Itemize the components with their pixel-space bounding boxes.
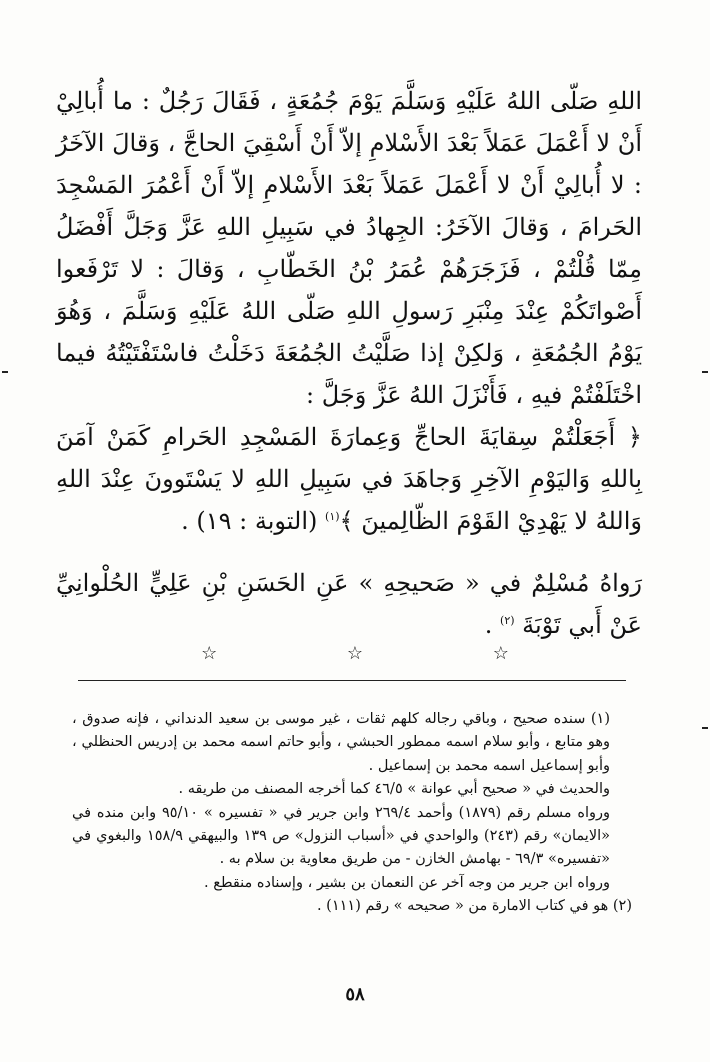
footnote-marker-1: (١): [325, 510, 340, 523]
page-number: ٥٨: [345, 984, 365, 1005]
margin-mark: [702, 371, 708, 373]
footnote-1-other-sources: ورواه مسلم رقم (١٨٧٩) وأحمد ٢٦٩/٤ وابن جرير في « تفسيره » ٩٥/١٠ وابن منده في «الايمان» رقم (٢٤٣) والواحدي في «أسباب النزول» ص ١٣٩ والبيهقي ١٥٨/٩ والبغوي في «تفسيره» ٦٩/٣ - بهامش الخازن - من طريق معاوية بن سلام به .: [72, 804, 610, 868]
footnote-2-text: (٢) هو في كتاب الامارة من « صحيحه » رقم (١١١) .: [316, 898, 632, 915]
hadith-paragraph: اللهِ صَلّى اللهُ عَلَيْهِ وَسَلَّمَ يَوْمَ جُمُعَةٍ ، فَقَالَ رَجُلٌ : ما أُبالِيْ أَنْ لا أَعْمَلَ عَمَلاً بَعْدَ الأَسْلامِ إلاّ أَنْ أَسْقِيَ الحاجَّ ، وَقالَ الآخَرُ : لا أُبالِيْ أَنْ لا أَعْمَلَ عَمَلاً بَعْدَ الأَسْلامِ إلاّ أَنْ أَعْمُرَ المَسْجِدَ الحَرامَ ، وَقالَ الآخَرُ: الجِهادُ في سَبِيلِ اللهِ عَزَّ وَجَلَّ أَفْضَلُ مِمّا قُلْتُمْ ، فَزَجَرَهُمْ عُمَرُ بْنُ الخَطّابِ ، وَقالَ : لا تَرْفَعوا أَصْواتَكُمْ عِنْدَ مِنْبَرِ رَسولِ اللهِ صَلّى اللهُ عَلَيْهِ وَسَلَّمَ ، وَهُوَ يَوْمُ الجُمُعَةِ ، وَلكِنْ إذا صَلَّيْتُ الجُمُعَةَ دَخَلْتُ فاسْتَفْتَيْتُهُ فيما اخْتَلَفْتُمْ فيهِ ، فَأَنْزَلَ اللهُ عَزَّ وَجَلَّ :: [56, 87, 642, 409]
margin-mark: [2, 371, 8, 373]
quran-verse: [56, 416, 642, 542]
margin-mark: [702, 727, 708, 729]
narration-text: رَواهُ مُسْلِمٌ في « صَحيحِهِ » عَنِ الحَسَنِ بْنِ عَلِيٍّ الحُلْوانِيِّ عَنْ أَبي تَوْبَةَ: [56, 569, 642, 639]
footnote-1-hadith-source: والحديث في « صحيح أبي عوانة » ٤٦/٥ كما أخرجه المصنف من طريقه .: [178, 781, 610, 798]
main-text: [56, 80, 642, 646]
verse-reference: (التوبة : ١٩) .: [181, 507, 318, 535]
footnote-marker-2: (٢): [500, 614, 515, 627]
section-separator-stars: ☆ ☆ ☆: [201, 643, 571, 664]
footnotes: [72, 708, 632, 919]
footnote-1-text: (١) سنده صحيح ، وباقي رجاله كلهم ثقات ، غير موسى بن سعيد الدنداني ، فإنه صدوق ، وهو متابع ، وأبو سلام اسمه ممطور الحبشي ، وأبو حاتم اسمه محمد بن إدريس الحنظلي ، وأبو إسماعيل اسمه محمد بن إسماعيل .: [72, 711, 610, 774]
narration-source: [56, 562, 642, 646]
narration-end: .: [484, 611, 493, 639]
footnote-1-other-chain: ورواه ابن جرير من وجه آخر عن النعمان بن بشير ، وإسناده منقطع .: [204, 874, 610, 891]
verse-text: ﴿ أَجَعَلْتُمْ سِقايَةَ الحاجِّ وَعِمارَةَ المَسْجِدِ الحَرامِ كَمَنْ آمَنَ بِاللهِ وَاليَوْمِ الآخِرِ وَجاهَدَ في سَبِيلِ اللهِ لا يَسْتَوونَ عِنْدَ اللهِ وَاللهُ لا يَهْدِيْ القَوْمَ الظّالِمينَ ﴾: [56, 423, 642, 535]
footnote-divider: [78, 680, 626, 681]
